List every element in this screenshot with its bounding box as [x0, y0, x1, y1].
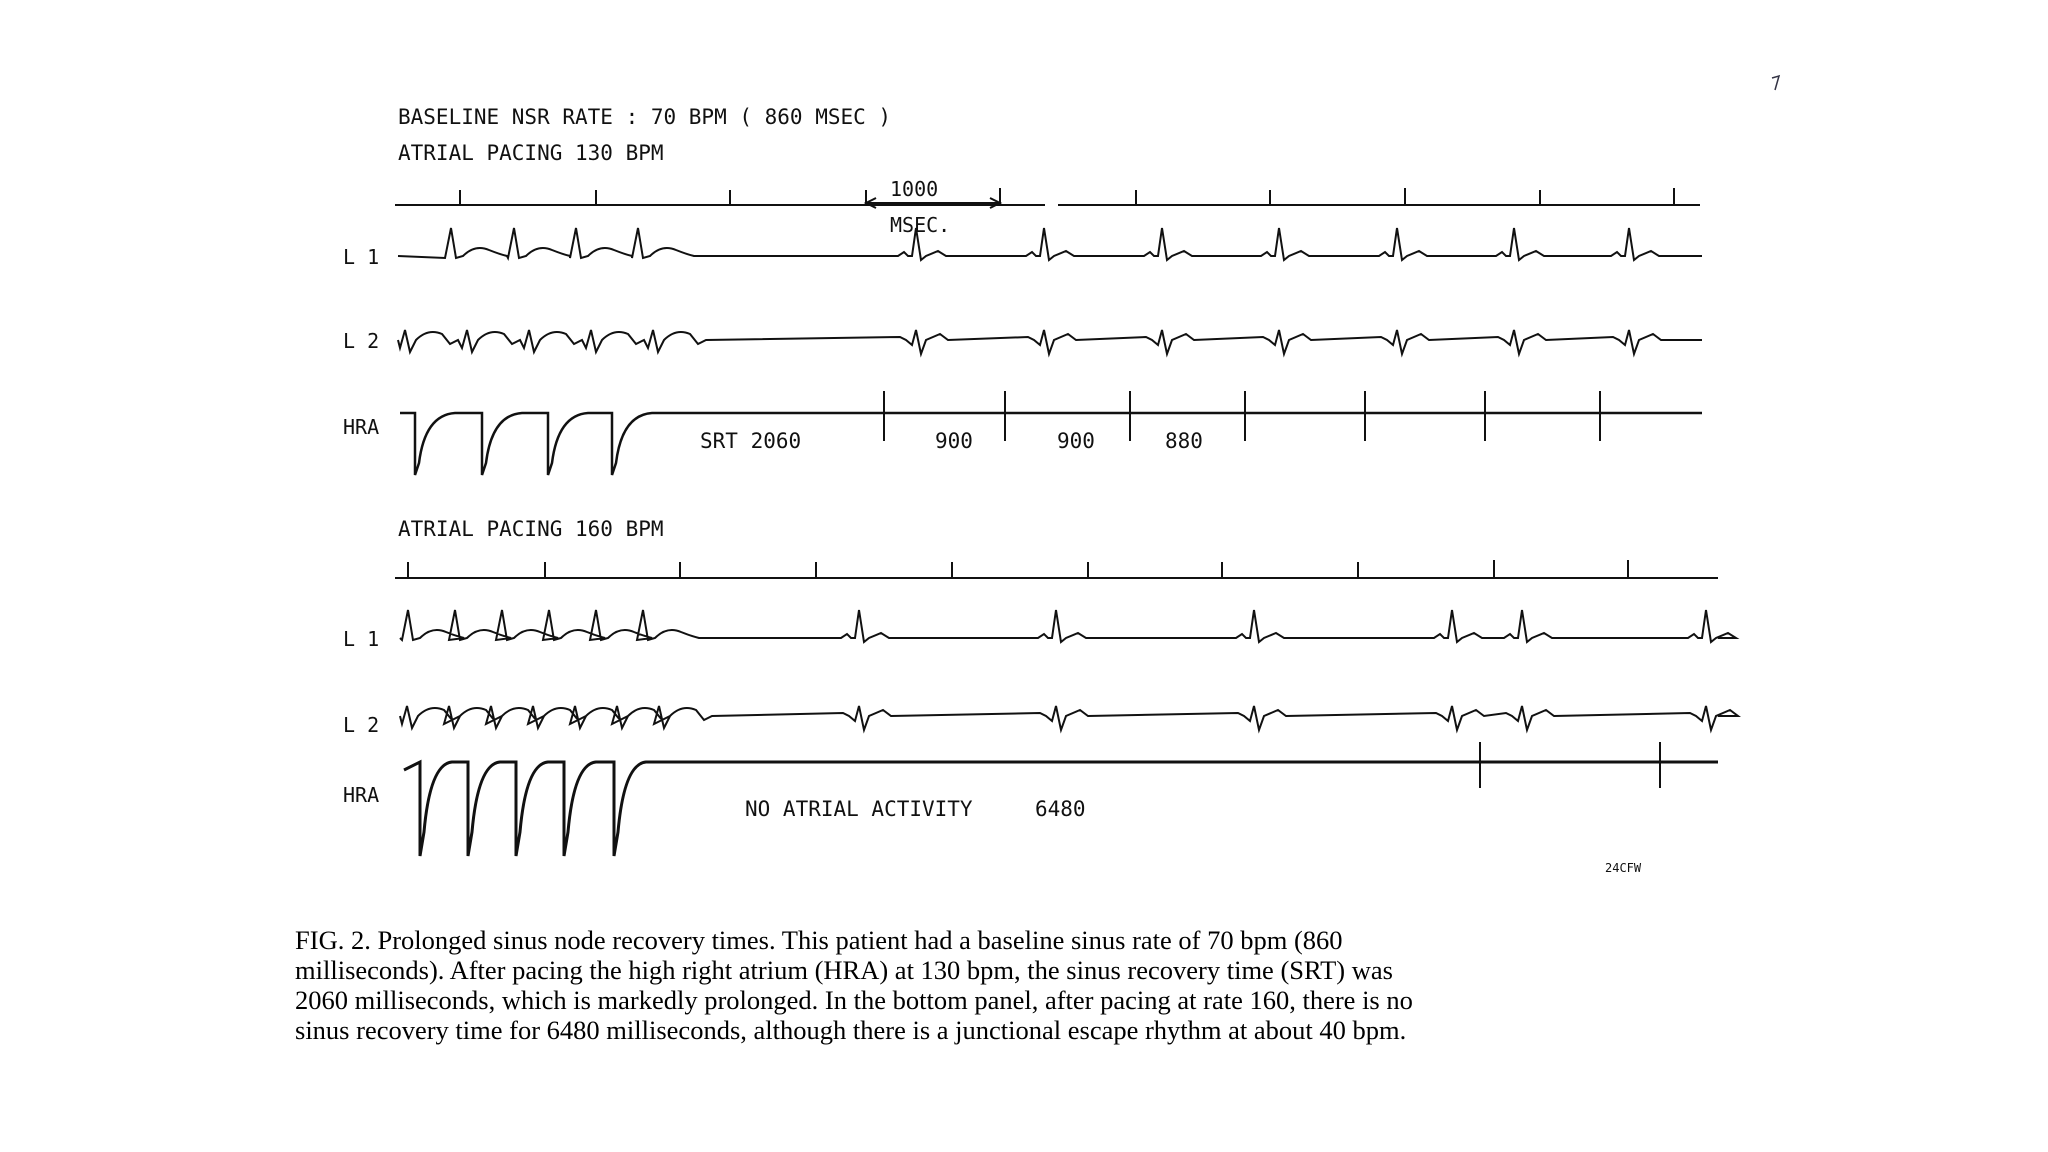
scale-unit: MSEC.	[890, 213, 951, 237]
annotation-900-b: 900	[1057, 429, 1095, 453]
annotation-srt: SRT 2060	[700, 429, 802, 453]
annotation-880: 880	[1165, 429, 1203, 453]
trace-l1-top	[398, 228, 1702, 260]
annotation-no-atrial: NO ATRIAL ACTIVITY	[745, 797, 973, 821]
pacing-160-header: ATRIAL PACING 160 BPM	[398, 517, 664, 541]
annotation-900-a: 900	[935, 429, 973, 453]
hra-spikes-top	[884, 391, 1600, 441]
stray-mark	[1772, 76, 1779, 90]
caption-line: milliseconds). After pacing the high right atrium (HRA) at 130 bpm, the sinus recovery time (SRT) was	[295, 955, 1393, 985]
caption-line: 2060 milliseconds, which is markedly prolonged. In the bottom panel, after pacing at rate 160, there is no	[295, 985, 1413, 1015]
trace-l1-bottom	[400, 610, 1736, 642]
figure-caption	[295, 925, 1795, 1045]
lead-label-l2-top: L 2	[343, 329, 380, 353]
baseline-header: BASELINE NSR RATE : 70 BPM ( 860 MSEC )	[398, 105, 892, 129]
caption-line: sinus recovery time for 6480 milliseconds, although there is a junctional escape rhythm at about 40 bpm.	[295, 1015, 1407, 1045]
caption-line: FIG. 2. Prolonged sinus node recovery times. This patient had a baseline sinus rate of 70 bpm (860	[295, 925, 1343, 955]
lead-label-l1-top: L 1	[343, 245, 380, 269]
lead-label-hra-top: HRA	[343, 415, 380, 439]
trace-hra-top	[400, 413, 1702, 475]
scale-value: 1000	[890, 177, 939, 201]
time-scale-top	[395, 188, 1700, 208]
lead-label-hra-bottom: HRA	[343, 783, 380, 807]
lead-label-l2-bottom: L 2	[343, 713, 380, 737]
annotation-6480: 6480	[1035, 797, 1086, 821]
trace-l2-bottom	[400, 706, 1738, 730]
time-scale-bottom	[395, 560, 1718, 578]
hra-spikes-bottom	[1480, 742, 1660, 788]
trace-l2-top	[398, 330, 1702, 354]
corner-mark: 24CFW	[1605, 861, 1642, 875]
lead-label-l1-bottom: L 1	[343, 627, 380, 651]
pacing-130-header: ATRIAL PACING 130 BPM	[398, 141, 664, 165]
